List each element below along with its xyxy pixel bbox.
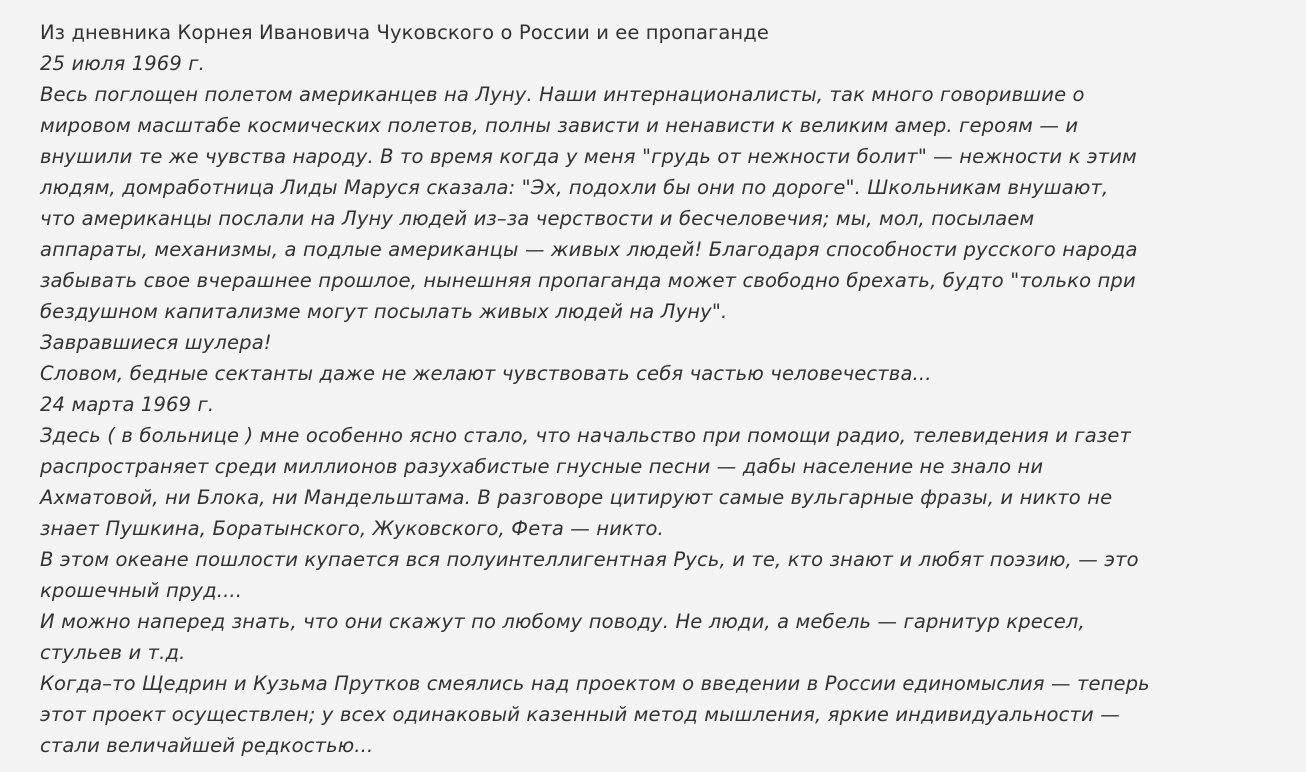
text-line: внушили те же чувства народу. В то время когда у меня "грудь от нежности болит" — нежности к этим	[40, 145, 1137, 168]
text-line: стульев и т.д.	[40, 641, 186, 664]
text-line: стали величайшей редкостью...	[40, 734, 374, 757]
document-title: Из дневника Корнея Ивановича Чуковского о России и ее пропаганде	[40, 21, 769, 44]
text-line: Завравшиеся шулера!	[40, 331, 272, 354]
text-line: И можно наперед знать, что они скажут по любому поводу. Не люди, а мебель — гарнитур кресел,	[40, 610, 1085, 633]
text-line: аппараты, механизмы, а подлые американцы — живых людей! Благодаря способности русского народа	[40, 238, 1138, 261]
diary-document	[40, 17, 1300, 761]
text-line: Весь поглощен полетом американцев на Луну. Наши интернационалисты, так много говорившие о	[40, 83, 1085, 106]
text-line: распространяет среди миллионов разухабистые гнусные песни — дабы население не знало ни	[40, 455, 1044, 478]
text-line: Когда–то Щедрин и Кузьма Прутков смеялись над проектом о введении в России единомыслия — теперь	[40, 672, 1150, 695]
text-line: мировом масштабе космических полетов, полны зависти и ненависти к великим амер. героям — и	[40, 114, 1079, 137]
text-line: этот проект осуществлен; у всех одинаковый казенный метод мышления, яркие индивидуальности —	[40, 703, 1120, 726]
entry-date-1969-03-24: 24 марта 1969 г.	[40, 393, 215, 416]
entry-date-1969-07-25: 25 июля 1969 г.	[40, 52, 206, 75]
text-line: забывать свое вчерашнее прошлое, нынешняя пропаганда может свободно брехать, будто "только при	[40, 269, 1136, 292]
text-line: крошечный пруд....	[40, 579, 243, 602]
text-line: бездушном капитализме могут посылать живых людей на Луну".	[40, 300, 728, 323]
text-line: Словом, бедные сектанты даже не желают чувствовать себя частью человечества...	[40, 362, 932, 385]
text-line: людям, домработница Лиды Маруся сказала: "Эх, подохли бы они по дороге". Школьникам внушают,	[40, 176, 1109, 199]
text-line: знает Пушкина, Боратынского, Жуковского, Фета — никто.	[40, 517, 664, 540]
text-line: Здесь ( в больнице ) мне особенно ясно стало, что начальство при помощи радио, телевидения и газет	[40, 424, 1132, 447]
text-line: В этом океане пошлости купается вся полуинтеллигентная Русь, и те, кто знают и любят поэзию, — это	[40, 548, 1139, 571]
text-line: Ахматовой, ни Блока, ни Мандельштама. В разговоре цитируют самые вульгарные фразы, и никто не	[40, 486, 1113, 509]
text-line: что американцы послали на Луну людей из–за черствости и бесчеловечия; мы, мол, посылаем	[40, 207, 1035, 230]
